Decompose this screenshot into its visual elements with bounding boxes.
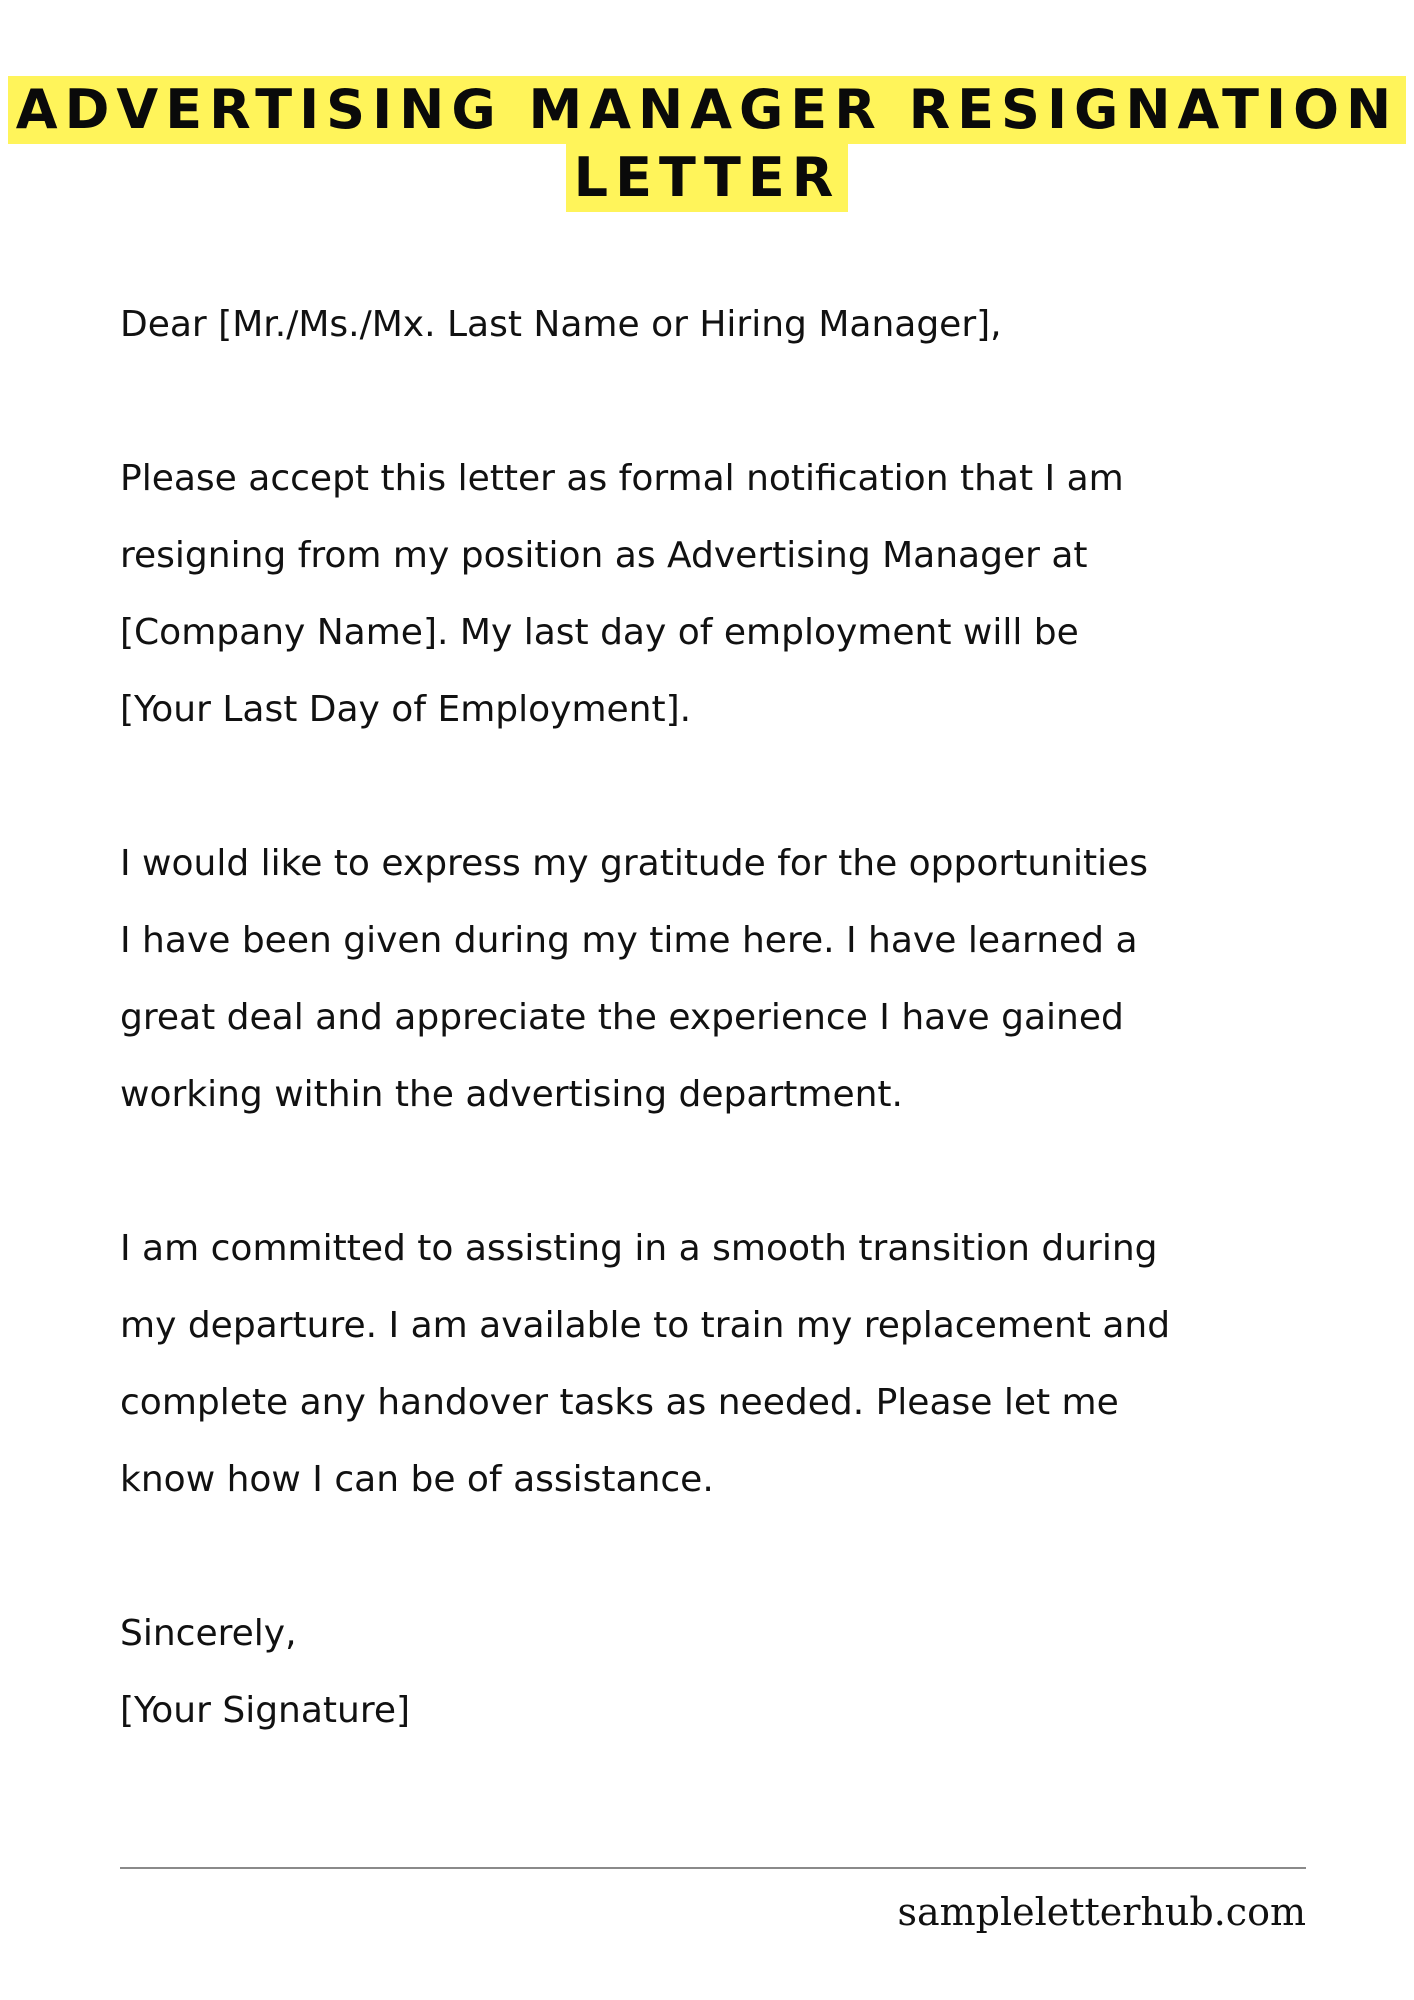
paragraph-spacer bbox=[120, 748, 1360, 825]
paragraph-spacer bbox=[120, 363, 1360, 440]
paragraph-3: I am committed to assisting in a smooth transition during my departure. I am available to train my replacement and complete any handover tasks as needed. Please let me know how I can be of assistance. bbox=[120, 1228, 1171, 1500]
page-title bbox=[0, 76, 1414, 212]
footer-divider bbox=[120, 1867, 1306, 1869]
closing: Sincerely, bbox=[120, 1613, 297, 1654]
title-line-1: ADVERTISING MANAGER RESIGNATION bbox=[8, 76, 1406, 144]
paragraph-spacer bbox=[120, 1518, 1360, 1595]
signature-placeholder: [Your Signature] bbox=[120, 1690, 411, 1731]
letter-body bbox=[120, 286, 1360, 1749]
paragraph-spacer bbox=[120, 1133, 1360, 1210]
paragraph-1: Please accept this letter as formal notification that I am resigning from my position as Advertising Manager at [Company Name]. My last day of employment will be [Your Last Day of Employment]. bbox=[120, 458, 1124, 730]
footer-site-name: sampleletterhub.com bbox=[897, 1890, 1306, 1934]
title-line-2: LETTER bbox=[566, 144, 849, 212]
salutation: Dear [Mr./Ms./Mx. Last Name or Hiring Manager], bbox=[120, 304, 1002, 345]
paragraph-2: I would like to express my gratitude for the opportunities I have been given during my time here. I have learned a great deal and appreciate the experience I have gained working within the advertising department. bbox=[120, 843, 1148, 1115]
